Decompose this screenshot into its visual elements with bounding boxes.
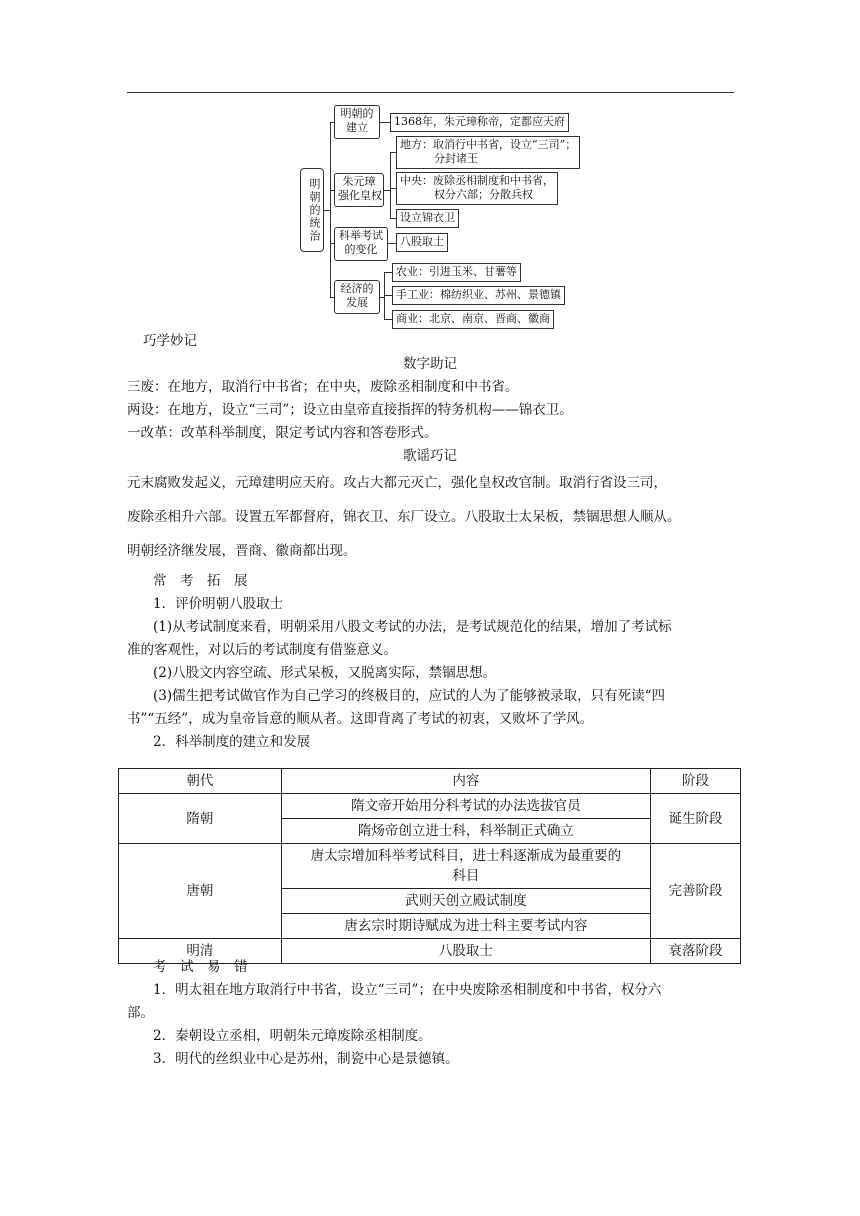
stage-cell: 完善阶段: [651, 844, 741, 939]
node-line: 发展: [346, 296, 368, 309]
leaf-line: 中央：废除丞相制度和中书省，: [400, 174, 554, 187]
connector: [330, 122, 331, 297]
leaf-line: 地方：取消行中书省，设立“三司”；: [400, 138, 577, 151]
content-cell: [281, 844, 650, 889]
connector: [384, 319, 392, 320]
subheading-song-memory: 歌谣巧记: [403, 448, 457, 464]
paragraph-line: 准的客观性，对以后的考试制度有借鉴意义。: [127, 642, 397, 658]
paragraph-line: 书”“五经”，成为皇帝旨意的顺从者。这即背离了考试的初衷，又败坏了学风。: [127, 711, 594, 727]
question-heading: 2．科举制度的建立和发展: [153, 734, 311, 750]
node-line: 经济的: [340, 282, 374, 295]
mindmap-leaf-agriculture: 农业：引进玉米、甘薯等: [392, 263, 521, 282]
table-row: [119, 794, 741, 819]
connector: [384, 295, 392, 296]
node-line: 朱元璋: [342, 175, 376, 188]
section-heading-errors: 考 试 易 错: [153, 959, 248, 975]
table-header-cell: 内容: [281, 769, 650, 794]
stage-cell: 诞生阶段: [651, 794, 741, 844]
table-row: [119, 844, 741, 889]
table-header-cell: 阶段: [651, 769, 741, 794]
table-header-row: [119, 769, 741, 794]
node-line: 建立: [346, 121, 368, 134]
dynasty-cell: 唐朝: [119, 844, 282, 939]
content-cell: 武则天创立殿试制度: [281, 889, 650, 914]
mindmap-node-economy: [334, 280, 380, 314]
leaf-line: 权分六部；分散兵权: [434, 188, 533, 201]
dynasty-cell: 明清: [119, 939, 282, 964]
cell-line: 科目: [452, 868, 480, 884]
stage-cell: 衰落阶段: [651, 939, 741, 964]
node-line: 科举考试: [339, 229, 383, 242]
content-cell: 隋文帝开始用分科考试的办法选拔官员: [281, 794, 650, 819]
song-line: 元末腐败发起义，元璋建明应天府。攻占大都元灭亡，强化皇权改官制。取消行省设三司，: [127, 475, 667, 491]
header-rule: [127, 92, 734, 93]
section-heading-expand: 常 考 拓 展: [153, 573, 248, 589]
mindmap-leaf-jinyiwei: 设立锦衣卫: [396, 209, 459, 228]
mindmap-node-exam: [334, 227, 388, 261]
memory-line: 一改革：改革科举制度，限定考试内容和答卷形式。: [127, 425, 438, 441]
subheading-number-memory: 数字助记: [403, 356, 457, 372]
mindmap-node-founding: [334, 105, 380, 139]
song-line: 废除丞相升六部。设置五军都督府，锦衣卫、东厂设立。八股取士太呆板，禁锢思想人顺从。: [127, 509, 681, 525]
song-line: 明朝经济继发展，晋商、徽商都出现。: [127, 543, 357, 559]
dynasty-cell: 隋朝: [119, 794, 282, 844]
content-cell: 隋炀帝创立进士科，科举制正式确立: [281, 819, 650, 844]
mindmap-root: 明朝的统治: [300, 168, 324, 252]
error-line: 1．明太祖在地方取消行中书省，设立“三司”；在中央废除丞相制度和中书省，权分六: [153, 982, 662, 998]
content-cell: 唐玄宗时期诗赋成为进士科主要考试内容: [281, 914, 650, 939]
mindmap-leaf-central: [396, 172, 558, 205]
connector: [390, 152, 391, 218]
paragraph-line: (1)从考试制度来看，明朝采用八股文考试的办法，是考试规范化的结果，增加了考试标: [153, 619, 672, 635]
table-header-cell: 朝代: [119, 769, 282, 794]
paragraph-line: (2)八股文内容空疏、形式呆板，又脱离实际，禁锢思想。: [153, 665, 497, 681]
keju-table: [118, 768, 741, 964]
connector: [380, 122, 390, 123]
mindmap-node-centralize: [334, 173, 384, 207]
memory-line: 三废：在地方，取消行中书省；在中央，废除丞相制度和中书省。: [127, 379, 519, 395]
section-heading-memory: 巧学妙记: [143, 333, 197, 349]
leaf-line: 分封诸王: [434, 152, 478, 165]
memory-line: 两设：在地方，设立“三司”；设立由皇帝直接指挥的特务机构——锦衣卫。: [127, 402, 573, 418]
mindmap-leaf-founding: 1368年，朱元璋称帝，定都应天府: [390, 113, 569, 132]
cell-line: 唐太宗增加科举考试科目，进士科逐渐成为最重要的: [310, 848, 622, 864]
connector: [384, 272, 392, 273]
error-line: 3．明代的丝织业中心是苏州，制瓷中心是景德镇。: [153, 1051, 459, 1067]
question-heading: 1．评价明朝八股取士: [153, 596, 284, 612]
node-line: 明朝的: [340, 107, 374, 120]
paragraph-line: (3)儒生把考试做官作为自己学习的终极目的，应试的人为了能够被录取，只有死读“四: [153, 688, 666, 704]
mindmap-leaf-baguwen: 八股取士: [396, 233, 448, 252]
node-line: 强化皇权: [338, 189, 382, 202]
connector: [388, 243, 396, 244]
mindmap-leaf-handicraft: 手工业：棉纺织业、苏州、景德镇: [392, 286, 565, 305]
content-cell: 八股取士: [281, 939, 650, 964]
mindmap-leaf-commerce: 商业：北京、南京、晋商、徽商: [392, 310, 554, 329]
node-line: 的变化: [344, 243, 378, 256]
error-line: 2．秦朝设立丞相，明朝朱元璋废除丞相制度。: [153, 1028, 432, 1044]
error-line: 部。: [127, 1005, 154, 1021]
mindmap-leaf-local: [396, 136, 580, 169]
